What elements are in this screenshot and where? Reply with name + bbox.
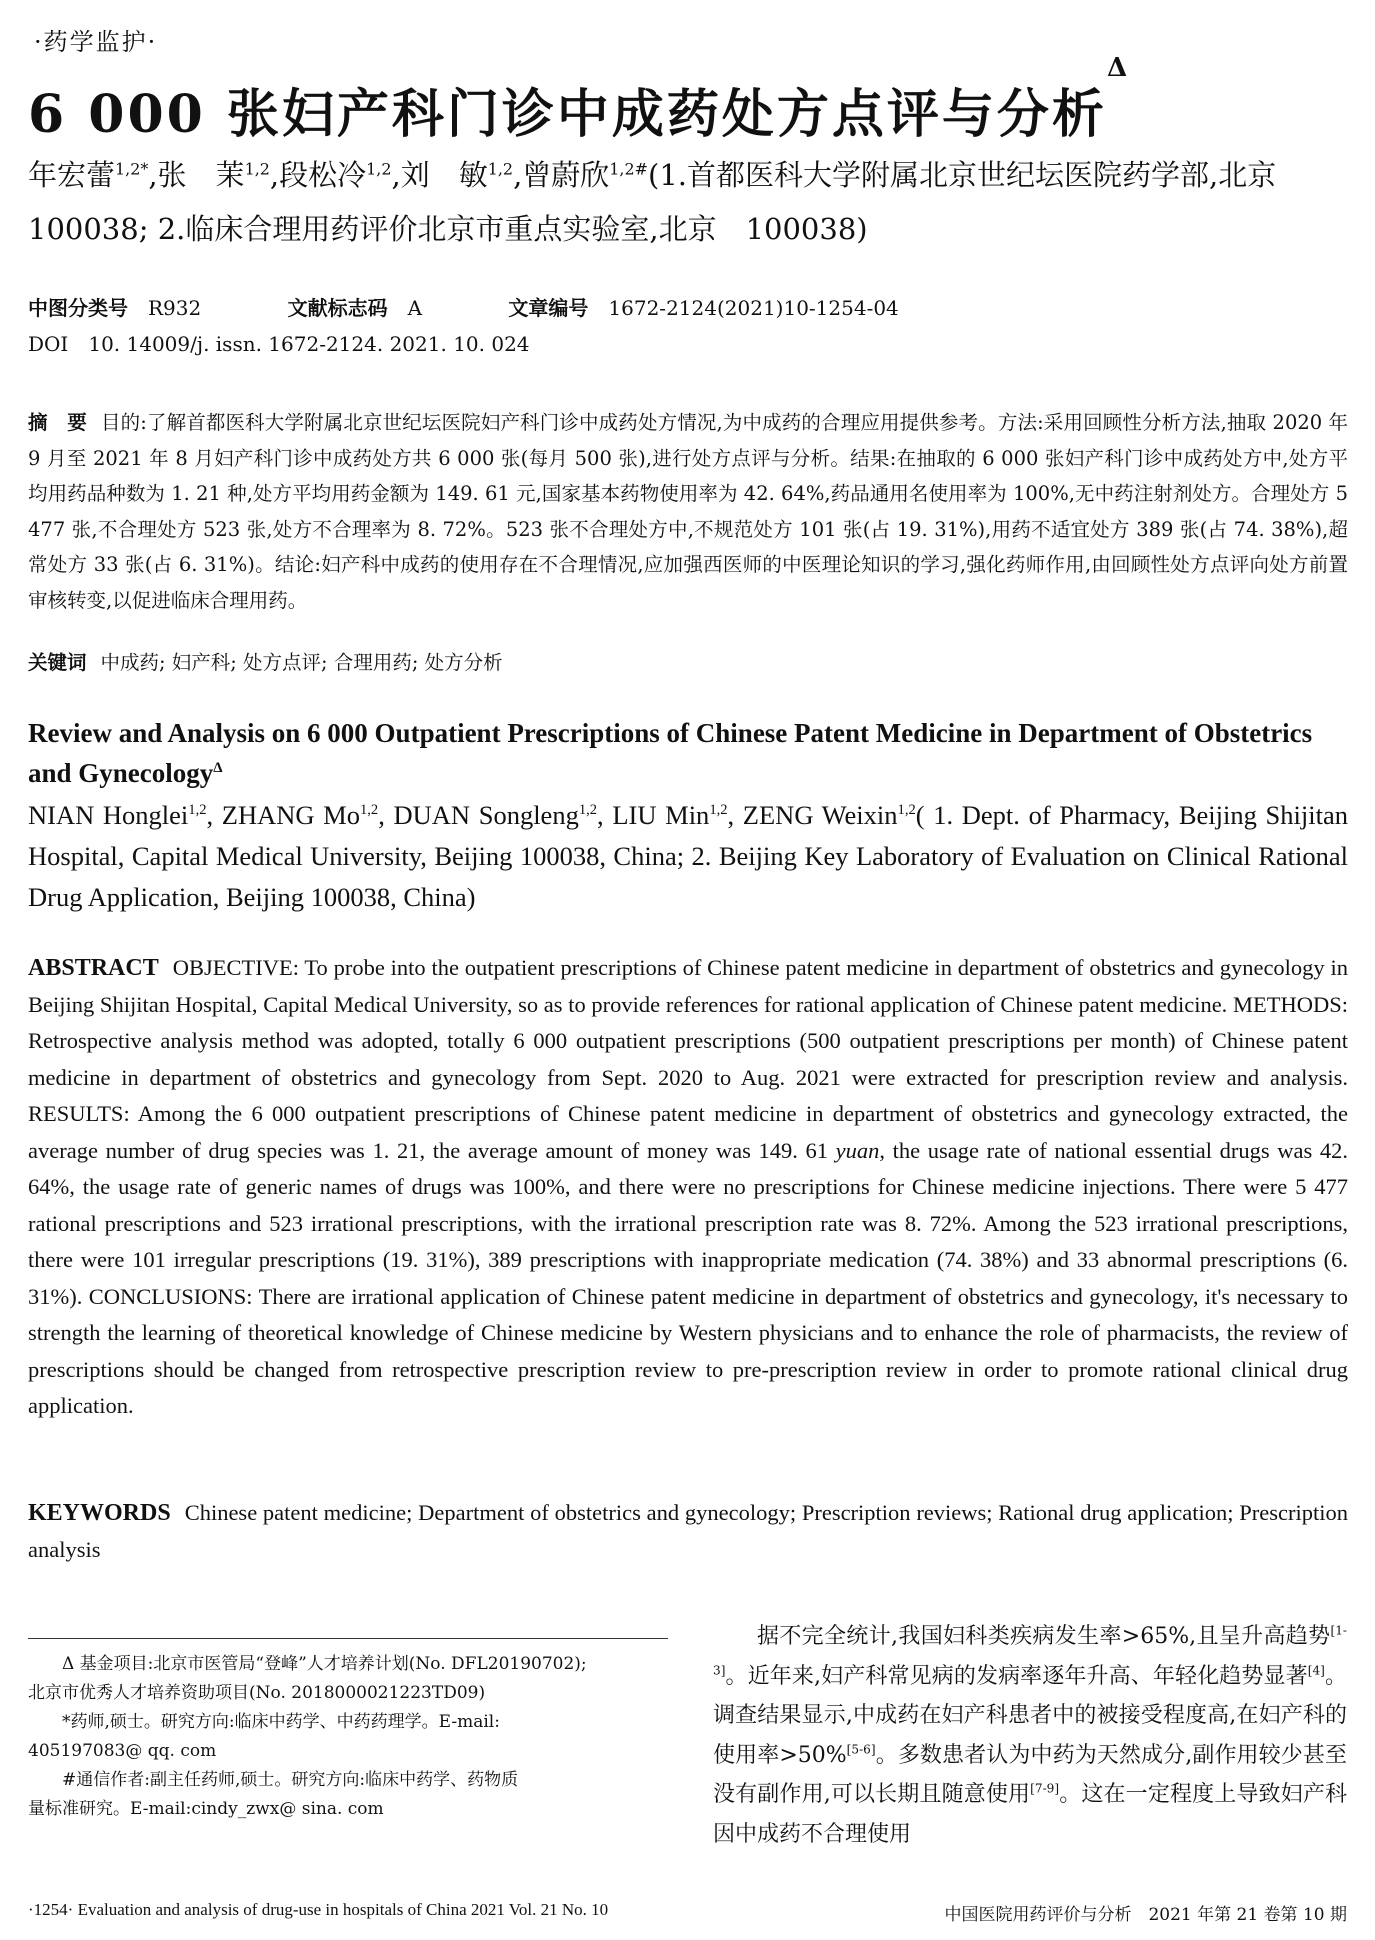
keywords-en-label: KEYWORDS (28, 1500, 171, 1526)
author-name: ,张 茉 (148, 158, 245, 192)
author-sup: 1,2 (487, 159, 514, 179)
authors-en (28, 795, 1348, 918)
keywords-en (28, 1495, 1348, 1568)
title-en-text: Review and Analysis on 6 000 Outpatient Prescriptions of Chinese Patent Medicine in Department of Obstetrics and Gynecology (28, 718, 1313, 788)
citation-ref: [7-9] (1030, 1781, 1060, 1796)
abstract-en-yuan: yuan (835, 1137, 880, 1163)
clc-value: R932 (148, 296, 202, 320)
meta-line-1 (28, 290, 1348, 326)
abstract-cn (28, 405, 1348, 618)
meta-line-2 (28, 326, 1348, 362)
author-name-en: , ZHANG Mo (206, 800, 360, 830)
citation-ref: [4] (1307, 1663, 1325, 1678)
clc-label: 中图分类号 (28, 296, 128, 320)
abstract-en-text-1: OBJECTIVE: To probe into the outpatient prescriptions of Chinese patent medicine in department of obstetrics and gynecology in Beijing Shijitan Hospital, Capital Medical University, so as to provide references for rational application of Chinese patent medicine. METHODS: Retrospective analysis method was adopted, totally 6 000 outpatient prescriptions (500 outpatient prescriptions per month) of Chinese patent medicine in department of obstetrics and gynecology from Sept. 2020 to Aug. 2021 were extracted for prescription review and analysis. RESULTS: Among the 6 000 outpatient prescriptions of Chinese patent medicine in department of obstetrics and gynecology extracted, the average number of drug species was 1. 21, the average amount of money was 149. 61 (28, 955, 1348, 1163)
keywords-cn (28, 646, 1348, 680)
body-text-2: 。近年来,妇产科常见病的发病率逐年升高、年轻化趋势显著 (725, 1663, 1308, 1689)
citation-ref: [1-3] (713, 1623, 1347, 1678)
footnote-corresponding-cont: 量标准研究。E-mail:cindy_zwx@ sina. com (28, 1799, 384, 1819)
footnotes (28, 1650, 668, 1824)
author-name-en: NIAN Honglei (28, 800, 189, 830)
author-sup: 1,2# (609, 159, 648, 179)
affiliation-en: ( 1. Dept. of Pharmacy, Beijing Shijitan Hospital, Capital Medical University, Beijing 100038, China; 2. Beijing Key Laboratory of Evaluation on Clinical Rational Drug Application, Beijing 100038, China) (28, 800, 1348, 912)
author-sup-en: 1,2 (897, 802, 916, 819)
author-sup-en: 1,2 (360, 802, 379, 819)
doc-value: A (407, 296, 423, 320)
article-title-cn (28, 53, 1348, 147)
author-sup: 1,2 (366, 159, 392, 179)
author-sup: 1,2* (115, 159, 149, 179)
body-text-5: 。这在一定程度上导致妇产科因中成药不合理使用 (713, 1782, 1347, 1847)
author-sup-en: 1,2 (188, 802, 207, 819)
article-meta (28, 290, 1348, 362)
author-sup-en: 1,2 (709, 802, 728, 819)
body-text-4: 。多数患者认为中药为天然成分,副作用较少甚至没有副作用,可以长期且随意使用 (713, 1742, 1347, 1807)
author-name: ,曾蔚欣 (513, 158, 610, 192)
article-no-value: 1672-2124(2021)10-1254-04 (608, 296, 899, 320)
abstract-cn-label: 摘 要 (28, 411, 87, 434)
body-text-1: 据不完全统计,我国妇科类疾病发生率>65%,且呈升高趋势 (757, 1624, 1331, 1649)
authors-cn (28, 148, 1348, 256)
body-text-3: 。调查结果显示,中成药在妇产科患者中的被接受程度高,在妇产科的使用率>50% (713, 1663, 1347, 1768)
affiliation-cn: (1.首都医科大学附属北京世纪坛医院药学部,北京 100038; 2.临床合理用药评价北京市重点实验室,北京 100038) (28, 158, 1277, 246)
footnote-fund: Δ 基金项目:北京市医管局“登峰”人才培养计划(No. DFL20190702); (62, 1654, 587, 1674)
fund-mark: Δ (1106, 53, 1131, 83)
keywords-cn-text: 中成药; 妇产科; 处方点评; 合理用药; 处方分析 (100, 651, 503, 674)
doc-label: 文献标志码 (287, 296, 388, 320)
author-name-en: , ZENG Weixin (727, 800, 898, 830)
author-sup: 1,2 (244, 159, 270, 179)
doi-value: 10. 14009/j. issn. 1672-2124. 2021. 10. 024 (88, 332, 530, 356)
footnote-author-email: 405197083@ qq. com (28, 1741, 217, 1761)
author-name-en: , LIU Min (597, 800, 710, 830)
footer-right: 中国医院用药评价与分析 2021 年第 21 卷第 10 期 (944, 1905, 1347, 1925)
author-name: 年宏蕾 (28, 158, 116, 192)
citation-ref: [5-6] (846, 1742, 876, 1757)
body-paragraph (713, 1617, 1347, 1854)
article-title-en (28, 713, 1348, 793)
author-name: ,段松冷 (269, 158, 367, 192)
abstract-en-label: ABSTRACT (28, 955, 159, 981)
article-no-label: 文章编号 (508, 296, 589, 320)
section-tag: ·药学监护· (34, 28, 158, 56)
abstract-cn-text: 目的:了解首都医科大学附属北京世纪坛医院妇产科门诊中成药处方情况,为中成药的合理应用提供参考。方法:采用回顾性分析方法,抽取 2020 年 9 月至 2021 年 8 月妇产科门诊中成药处方共 6 000 张(每月 500 张),进行处方点评与分析。结果:在抽取的 6 000 张妇产科门诊中成药处方中,处方平均用药品种数为 1. 21 种,处方平均用药金额为 149. 61 元,国家基本药物使用率为 42. 64%,药品通用名使用率为 100%,无中药注射剂处方。合理处方 5 477 张,不合理处方 523 张,处方不合理率为 8. 72%。523 张不合理处方中,不规范处方 101 张(占 19. 31%),用药不适宜处方 389 张(占 74. 38%),超常处方 33 张(占 6. 31%)。结论:妇产科中成药的使用存在不合理情况,应加强西医师的中医理论知识的学习,强化药师作用,由回顾性处方点评向处方前置审核转变,以促进临床合理用药。 (28, 411, 1348, 612)
keywords-cn-label: 关键词 (28, 651, 87, 674)
author-name-en: , DUAN Songleng (378, 800, 579, 830)
doi-label: DOI (28, 332, 69, 356)
abstract-en (28, 950, 1348, 1425)
title-text: 6 000 张妇产科门诊中成药处方点评与分析 (28, 84, 1107, 145)
author-name: ,刘 敏 (391, 158, 488, 192)
keywords-en-text: Chinese patent medicine; Department of obstetrics and gynecology; Prescription reviews; Rational drug application; Prescription analysis (28, 1500, 1348, 1562)
footer-left: ·1254· Evaluation and analysis of drug-use in hospitals of China 2021 Vol. 21 No. 10 (28, 1900, 609, 1919)
fund-mark-en: Δ (213, 760, 223, 776)
footnote-fund-cont: 北京市优秀人才培养资助项目(No. 2018000021223TD09) (28, 1683, 486, 1703)
footnote-divider (28, 1638, 668, 1639)
author-sup-en: 1,2 (578, 802, 598, 819)
footnote-author: *药师,硕士。研究方向:临床中药学、中药药理学。E-mail: (62, 1712, 500, 1732)
abstract-en-text-2: , the usage rate of national essential drugs was 42. 64%, the usage rate of generic names of drugs was 100%, and there were no prescriptions for Chinese medicine injections. There were 5 477 rational prescriptions and 523 irrational prescriptions, with the irrational prescription rate was 8. 72%. Among the 523 irrational prescriptions, there were 101 irregular prescriptions (19. 31%), 389 prescriptions with inappropriate medication (74. 38%) and 33 abnormal prescriptions (6. 31%). CONCLUSIONS: There are irrational application of Chinese patent medicine in department of obstetrics and gynecology, it's necessary to strength the learning of theoretical knowledge of Chinese medicine by Western physicians and to enhance the role of pharmacists, the review of prescriptions should be changed from retrospective prescription review to pre-prescription review in order to promote rational clinical drug application. (28, 1137, 1348, 1418)
footnote-corresponding: #通信作者:副主任药师,硕士。研究方向:临床中药学、药物质 (62, 1770, 519, 1790)
